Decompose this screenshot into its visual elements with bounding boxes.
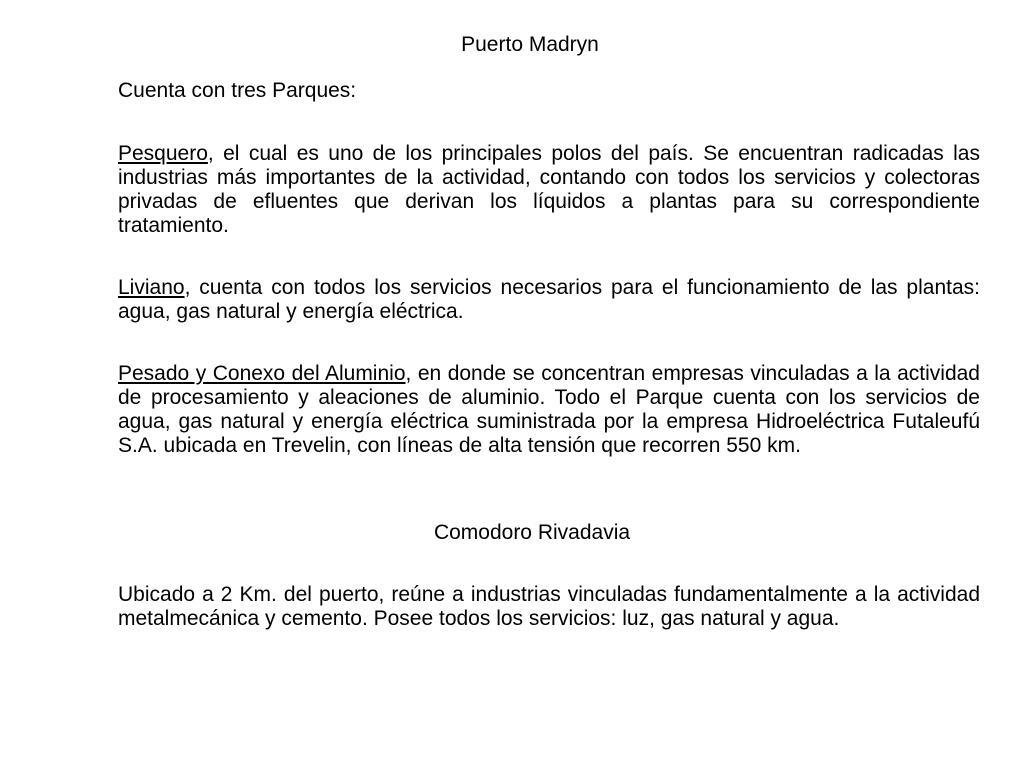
description-liviano: , cuenta con todos los servicios necesarios para el funcionamiento de las plantas: agua, gas natural y energía eléctrica. [118, 276, 980, 323]
heading-puerto-madryn: Puerto Madryn [461, 33, 599, 56]
paragraph-pesado-aluminio [118, 362, 980, 458]
term-liviano: Liviano [118, 276, 185, 299]
heading-comodoro-rivadavia: Comodoro Rivadavia [433, 521, 631, 544]
term-pesado-aluminio: Pesado y Conexo del Aluminio [118, 362, 406, 385]
description-pesquero: , el cual es uno de los principales polos del país. Se encuentran radicadas las industrias más importantes de la actividad, contando con todos los servicios y colectoras privadas de efluentes que derivan los líquidos a plantas para su correspondiente tratamiento. [118, 142, 980, 237]
term-pesquero: Pesquero [118, 142, 208, 165]
paragraph-pesquero [118, 142, 980, 238]
intro-text: Cuenta con tres Parques: [118, 79, 357, 102]
paragraph-comodoro: Ubicado a 2 Km. del puerto, reúne a industrias vinculadas fundamentalmente a la actividad metalmecánica y cemento. Posee todos los servicios: luz, gas natural y agua. [118, 583, 980, 630]
paragraph-liviano [118, 276, 980, 324]
description-pesado-aluminio: , en donde se concentran empresas vinculadas a la actividad de procesamiento y aleaciones de aluminio. Todo el Parque cuenta con los servicios de agua, gas natural y energía eléctrica suministrada por la empresa Hidroeléctrica Futaleufú S.A. ubicada en Trevelin, con líneas de alta tensión que recorren 550 km. [118, 362, 980, 457]
